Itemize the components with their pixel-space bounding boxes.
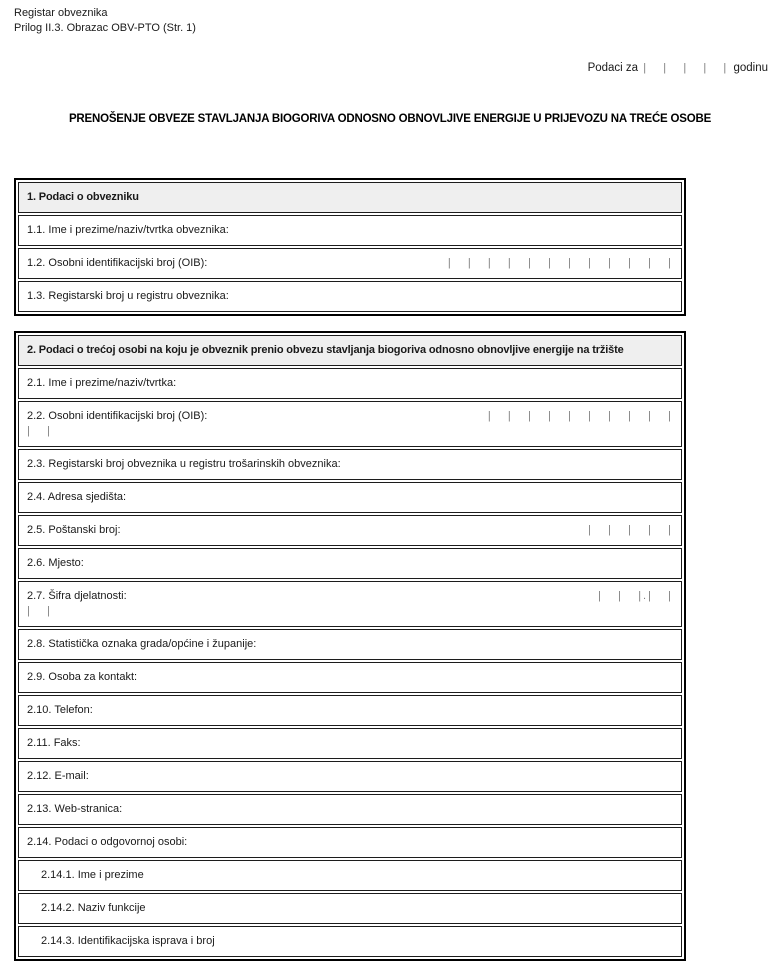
- field-2-4-label: 2.4. Adresa sjedišta:: [18, 482, 682, 513]
- section-2-table: [14, 331, 686, 961]
- table-row: [18, 662, 682, 693]
- table-row: [18, 548, 682, 579]
- field-2-2-label: 2.2. Osobni identifikacijski broj (OIB):: [27, 410, 208, 422]
- table-row: [18, 581, 682, 627]
- table-row: [18, 728, 682, 759]
- field-2-12-label: 2.12. E-mail:: [18, 761, 682, 792]
- field-2-13-label: 2.13. Web-stranica:: [18, 794, 682, 825]
- table-row: [18, 482, 682, 513]
- field-2-14-3-label: 2.14.3. Identifikacijska isprava i broj: [18, 926, 682, 957]
- activity-code-boxes: | | |.| |: [598, 590, 673, 602]
- table-row: [18, 629, 682, 660]
- table-row: [18, 860, 682, 891]
- field-2-14-2-label: 2.14.2. Naziv funkcije: [18, 893, 682, 924]
- postal-code-boxes: | | | | |: [588, 524, 673, 536]
- table-row: [18, 515, 682, 546]
- field-2-2: [18, 401, 682, 447]
- field-2-5: [18, 515, 682, 546]
- oib-boxes: | | | | | | | | | |: [487, 410, 673, 422]
- field-1-1-label: 1.1. Ime i prezime/naziv/tvrtka obveznika:: [18, 215, 682, 246]
- table-row: [18, 695, 682, 726]
- field-2-10-label: 2.10. Telefon:: [18, 695, 682, 726]
- table-row: [18, 794, 682, 825]
- table-row: [18, 281, 682, 312]
- year-field: [588, 62, 768, 74]
- field-2-6-label: 2.6. Mjesto:: [18, 548, 682, 579]
- table-row: [18, 827, 682, 858]
- form-title: PRENOŠENJE OBVEZE STAVLJANJA BIOGORIVA ODNOSNO OBNOVLJIVE ENERGIJE U PRIJEVOZU NA TREĆE OSOBE: [68, 113, 712, 125]
- field-1-3-label: 1.3. Registarski broj u registru obveznika:: [18, 281, 682, 312]
- form-reference-label: Prilog II.3. Obrazac OBV-PTO (Str. 1): [14, 21, 196, 34]
- table-row: [18, 926, 682, 957]
- field-1-2-label: 1.2. Osobni identifikacijski broj (OIB):: [27, 257, 208, 269]
- field-2-8-label: 2.8. Statistička oznaka grada/općine i županije:: [18, 629, 682, 660]
- table-row: [18, 401, 682, 447]
- field-2-7-label: 2.7. Šifra djelatnosti:: [27, 590, 127, 602]
- oib-boxes-continued: | |: [27, 425, 52, 437]
- field-2-7: [18, 581, 682, 627]
- field-1-2: [18, 248, 682, 279]
- document-header: [14, 6, 196, 36]
- table-row: [18, 449, 682, 480]
- oib-boxes: | | | | | | | | | | | |: [447, 257, 673, 269]
- table-row: [18, 893, 682, 924]
- table-row: [18, 761, 682, 792]
- field-2-5-label: 2.5. Poštanski broj:: [27, 524, 121, 536]
- field-2-9-label: 2.9. Osoba za kontakt:: [18, 662, 682, 693]
- field-2-11-label: 2.11. Faks:: [18, 728, 682, 759]
- activity-code-boxes-continued: | |: [27, 605, 52, 617]
- table-row: [18, 215, 682, 246]
- year-field-prefix: Podaci za: [587, 62, 639, 74]
- field-2-3-label: 2.3. Registarski broj obveznika u registru trošarinskih obveznika:: [18, 449, 682, 480]
- field-2-14-label: 2.14. Podaci o odgovornoj osobi:: [18, 827, 682, 858]
- section-1-table: [14, 178, 686, 316]
- table-row: [18, 368, 682, 399]
- field-2-1-label: 2.1. Ime i prezime/naziv/tvrtka:: [18, 368, 682, 399]
- field-2-14-1-label: 2.14.1. Ime i prezime: [18, 860, 682, 891]
- year-field-suffix: godinu: [733, 62, 768, 74]
- table-row: [18, 248, 682, 279]
- section-2-title: 2. Podaci o trećoj osobi na koju je obveznik prenio obvezu stavljanja biogoriva odnosno obnovljive energije na tržište: [18, 335, 682, 366]
- section-1-header-row: [18, 182, 682, 213]
- year-boxes: | | | | |: [643, 62, 729, 74]
- section-1-title: 1. Podaci o obvezniku: [18, 182, 682, 213]
- register-label: Registar obveznika: [14, 7, 108, 19]
- section-2-header-row: [18, 335, 682, 366]
